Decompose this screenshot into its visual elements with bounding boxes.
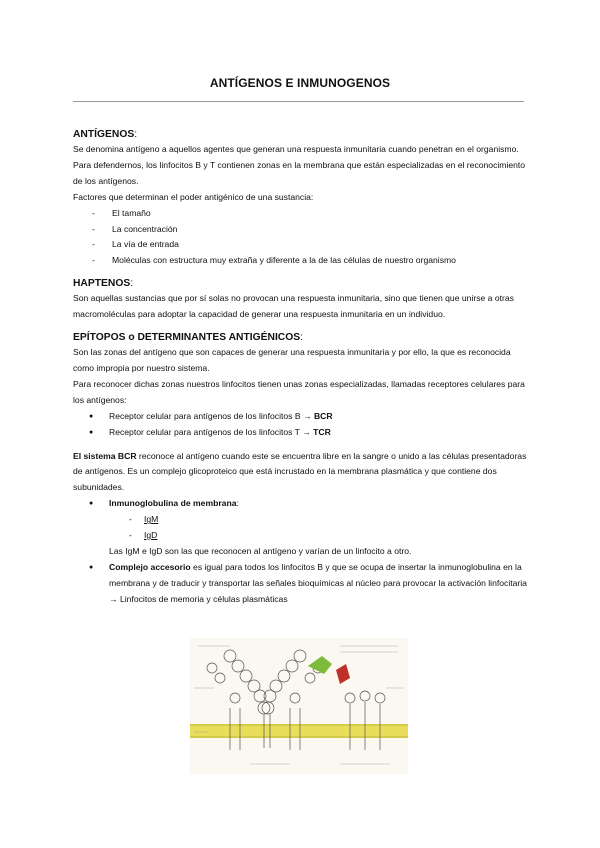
ig-sub-list — [73, 512, 528, 544]
list-item: - IgM — [129, 512, 528, 528]
factors-intro: Factores que determinan el poder antigénico de una sustancia: — [73, 191, 314, 202]
list-item: ● Complejo accesorio es igual para todos los linfocitos B y que se ocupa de insertar la inmunoglobulina en la membrana y de traducir y transportar las señales bioquímicas al núcleo para provocar la activación linfocitaria → Linfocitos de memoria y células plasmáticas — [89, 560, 528, 608]
factors-list — [73, 206, 528, 270]
bcr-paragraph: El sistema BCR reconoce al antígeno cuando este se encuentra libre en la sangre o unido a las células presentadoras de antígenos. Es un complejo glicoproteico que está incrustado en la membrana plasmática y que contiene dos subunidades. — [73, 450, 527, 493]
heading-antigenos: ANTÍGENOS: — [73, 129, 138, 140]
epitopos-paragraph-2: Para reconocer dichas zonas nuestros linfocitos tienen unas zonas especializadas, llamadas receptores celulares para los antígenos: — [73, 378, 525, 405]
signal-marker — [336, 664, 350, 684]
bcr-subunits-list — [73, 496, 528, 512]
list-item: - La vía de entrada — [92, 237, 528, 253]
bcr-diagram-svg — [190, 638, 408, 774]
epitopos-paragraph-1: Son las zonas del antígeno que son capaces de generar una respuesta inmunitaria y por ello, la que es reconocida como impropia por nuestro sistema. — [73, 347, 511, 373]
antigenos-paragraph: Se denomina antígeno a aquellos agentes que generan una respuesta inmunitaria cuando penetran en el organismo. Para defendernos, los linfocitos B y T contienen zonas en la membrana que están especializadas en el reconocimiento de los antígenos. — [73, 144, 526, 186]
list-item: - IgD — [129, 528, 528, 544]
haptenos-paragraph: Son aquellas sustancias que por sí solas no provocan una respuesta inmunitaria, sino que tienen que unirse a otras macromoléculas para adoptar la capacidad de generar una respuesta inmunitaria en un individuo. — [73, 293, 514, 320]
heading-haptenos: HAPTENOS: — [73, 278, 134, 290]
list-item: - La concentración — [92, 222, 528, 238]
list-item: - El tamaño — [92, 206, 528, 222]
page-title: ANTÍGENOS E INMUNOGENOS — [209, 76, 391, 90]
ig-note: Las IgM e IgD son las que reconocen al antígeno y varían de un linfocito a otro. — [109, 545, 412, 556]
antigen — [308, 656, 332, 674]
bcr-subunits-list-2 — [73, 560, 528, 608]
list-item: ● Receptor celular para antígenos de los linfocitos B → BCR — [89, 409, 528, 425]
receptors-list — [73, 409, 528, 441]
list-item: ● Receptor celular para antígenos de los linfocitos T → TCR — [89, 425, 528, 441]
membrane — [190, 724, 408, 738]
list-item: - Moléculas con estructura muy extraña y diferente a la de las células de nuestro organismo — [92, 253, 528, 269]
list-item: ● Inmunoglobulina de membrana: — [89, 496, 528, 512]
title-divider — [73, 101, 524, 102]
document-body — [73, 128, 528, 608]
label-leaders — [194, 646, 404, 764]
heading-epitopos: EPÍTOPOS o DETERMINANTES ANTIGÉNICOS: — [73, 332, 303, 344]
bcr-diagram — [190, 638, 408, 774]
